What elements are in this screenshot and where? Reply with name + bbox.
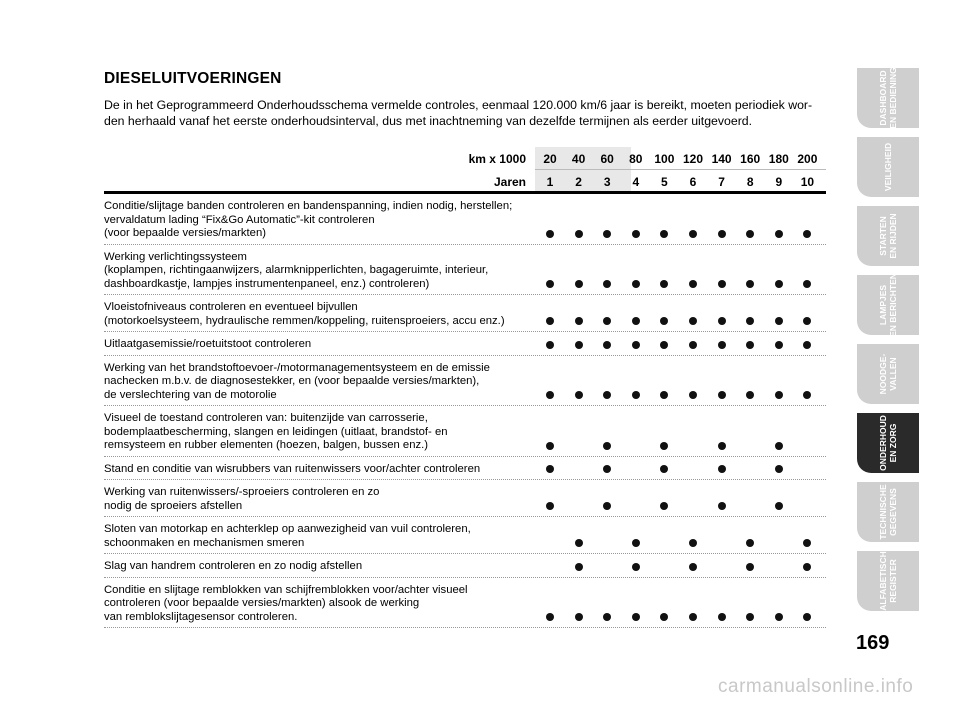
check-mark	[546, 341, 554, 349]
row-description: Werking van het brandstoftoevoer-/motormanagementsysteem en de emissie nachecken m.b.v. de diagnosestekker, en (voor bepaalde versies/markten), de verslechtering van de motorolie	[104, 361, 490, 401]
check-mark	[603, 280, 611, 288]
page-number: 169	[856, 632, 890, 654]
check-mark	[603, 230, 611, 238]
check-mark	[575, 230, 583, 238]
table-row	[104, 578, 826, 629]
check-mark	[546, 230, 554, 238]
check-mark	[660, 613, 668, 621]
km-col-7: 160	[740, 152, 761, 166]
year-col-0: 1	[546, 175, 554, 189]
tab-1[interactable]	[857, 137, 919, 197]
tab-label: STARTEN EN RIJDEN	[878, 213, 898, 259]
check-mark	[632, 613, 640, 621]
check-mark	[660, 442, 668, 450]
check-mark	[746, 563, 754, 571]
tab-6[interactable]	[857, 482, 919, 542]
check-mark	[803, 539, 811, 547]
check-mark	[546, 502, 554, 510]
tab-label: VEILIGHEID	[883, 142, 893, 192]
check-mark	[689, 317, 697, 325]
check-mark	[718, 341, 726, 349]
check-mark	[603, 442, 611, 450]
check-mark	[575, 280, 583, 288]
check-mark	[746, 613, 754, 621]
check-mark	[546, 317, 554, 325]
check-mark	[660, 341, 668, 349]
check-mark	[603, 317, 611, 325]
row-description: Uitlaatgasemissie/roetuitstoot controleren	[104, 338, 312, 350]
row-description: Vloeistofniveaus controleren en eventueel bijvullen (motorkoelsysteem, hydraulische remmen/koppeling, ruitensproeiers, accu enz.)	[104, 301, 505, 327]
table-row	[104, 356, 826, 407]
tab-4[interactable]	[857, 344, 919, 404]
check-mark	[632, 341, 640, 349]
check-mark	[660, 280, 668, 288]
year-col-9: 10	[800, 175, 815, 189]
check-mark	[746, 230, 754, 238]
check-mark	[775, 230, 783, 238]
check-mark	[575, 341, 583, 349]
watermark: carmanualsonline.info	[718, 676, 914, 697]
year-col-6: 7	[718, 175, 725, 189]
table-row	[104, 517, 826, 554]
table-row	[104, 245, 826, 296]
tab-label: LAMPJES EN BERICHTEN	[878, 273, 898, 337]
check-mark	[660, 317, 668, 325]
row-description: Conditie/slijtage banden controleren en bandenspanning, indien nodig, herstellen; vervaldatum lading “Fix&Go Automatic”-kit controleren (voor bepaalde versies/markten)	[104, 200, 513, 239]
table-row	[104, 554, 826, 578]
check-mark	[746, 391, 754, 399]
check-mark	[546, 391, 554, 399]
check-mark	[575, 563, 583, 571]
check-mark	[689, 613, 697, 621]
tab-3[interactable]	[857, 275, 919, 335]
check-mark	[575, 539, 583, 547]
row-description: Conditie en slijtage remblokken van schijfremblokken voor/achter visueel controleren (voor bepaalde versies/markten) alsook de werking van remblokslijtagesensor controleren.	[104, 583, 468, 623]
check-mark	[689, 230, 697, 238]
check-mark	[546, 280, 554, 288]
check-mark	[775, 317, 783, 325]
tab-label: ONDERHOUD EN ZORG	[878, 415, 898, 471]
check-mark	[632, 230, 640, 238]
check-mark	[689, 280, 697, 288]
tab-label: ALFABETISCH REGISTER	[878, 551, 898, 611]
check-mark	[575, 613, 583, 621]
check-mark	[689, 539, 697, 547]
check-mark	[632, 317, 640, 325]
tab-label: NOODGE- VALLEN	[878, 353, 898, 395]
check-mark	[775, 502, 783, 510]
check-mark	[632, 280, 640, 288]
check-mark	[603, 391, 611, 399]
check-mark	[689, 563, 697, 571]
check-mark	[660, 230, 668, 238]
intro-paragraph: De in het Geprogrammeerd Onderhoudsschema vermelde controles, eenmaal 120.000 km/6 jaar is bereikt, moeten periodiek wor-den herhaald vanaf het eerste onderhoudsinterval, dus met inachtneming van dezelfde termijnen als eerder uitgevoerd.	[104, 98, 813, 128]
table-row	[104, 295, 826, 332]
year-col-1: 2	[575, 175, 582, 189]
year-col-5: 6	[689, 175, 697, 189]
check-mark	[803, 280, 811, 288]
check-mark	[775, 391, 783, 399]
tab-0[interactable]	[857, 68, 919, 128]
check-mark	[803, 613, 811, 621]
table-body	[104, 194, 826, 628]
check-mark	[603, 613, 611, 621]
check-mark	[689, 391, 697, 399]
maintenance-table	[104, 147, 826, 628]
check-mark	[803, 391, 811, 399]
check-mark	[775, 613, 783, 621]
check-mark	[746, 280, 754, 288]
tab-label: TECHNISCHE GEGEVENS	[878, 484, 898, 540]
year-col-7: 8	[746, 175, 754, 189]
tab-5[interactable]	[857, 413, 919, 473]
check-mark	[775, 341, 783, 349]
tab-2[interactable]	[857, 206, 919, 266]
row-description: Sloten van motorkap en achterklep op aanwezigheid van vuil controleren, schoonmaken en mechanismen smeren	[104, 523, 471, 549]
check-mark	[746, 341, 754, 349]
km-col-8: 180	[768, 152, 789, 166]
check-mark	[660, 391, 668, 399]
check-mark	[603, 502, 611, 510]
table-row	[104, 194, 826, 245]
km-col-6: 140	[711, 152, 732, 166]
check-mark	[746, 539, 754, 547]
table-row	[104, 457, 826, 481]
row-description: Werking van ruitenwissers/-sproeiers controleren en zo nodig de sproeiers afstellen	[104, 486, 380, 512]
check-mark	[803, 341, 811, 349]
check-mark	[632, 563, 640, 571]
header-separator	[535, 169, 826, 170]
check-mark	[718, 502, 726, 510]
check-mark	[603, 465, 611, 473]
km-col-0: 20	[543, 152, 557, 166]
km-col-3: 80	[629, 152, 643, 166]
km-col-9: 200	[797, 152, 818, 166]
check-mark	[775, 280, 783, 288]
check-mark	[803, 563, 811, 571]
tab-7[interactable]	[857, 551, 919, 611]
check-mark	[803, 317, 811, 325]
section-title: DIESELUITVOERINGEN	[104, 70, 282, 87]
check-mark	[718, 280, 726, 288]
year-col-4: 5	[661, 175, 668, 189]
table-header	[104, 147, 826, 191]
row-description: Visueel de toestand controleren van: buitenzijde van carrosserie, bodemplaatbescherming, slangen en leidingen (uitlaat, brandstof- en remsysteem en rubber elementen (hoezen, balgen, bussen enz.)	[104, 412, 448, 451]
check-mark	[660, 465, 668, 473]
check-mark	[718, 391, 726, 399]
check-mark	[803, 230, 811, 238]
check-mark	[689, 341, 697, 349]
km-col-1: 40	[571, 152, 586, 166]
check-mark	[575, 317, 583, 325]
km-label: km x 1000	[468, 152, 526, 166]
check-mark	[718, 230, 726, 238]
check-mark	[546, 442, 554, 450]
year-col-3: 4	[632, 175, 640, 189]
check-mark	[718, 317, 726, 325]
km-col-5: 120	[682, 152, 704, 166]
check-mark	[546, 613, 554, 621]
km-col-2: 60	[600, 152, 614, 166]
check-mark	[718, 465, 726, 473]
check-mark	[718, 442, 726, 450]
check-mark	[632, 391, 640, 399]
row-description: Slag van handrem controleren en zo nodig afstellen	[104, 560, 363, 572]
row-description: Werking verlichtingssysteem (koplampen, richtingaanwijzers, alarmknipperlichten, bagageruimte, interieur, dashboardkastje, lampjes instrumentenpaneel, enz.) controleren)	[104, 250, 489, 290]
check-mark	[632, 539, 640, 547]
check-mark	[546, 465, 554, 473]
row-description: Stand en conditie van wisrubbers van ruitenwissers voor/achter controleren	[104, 462, 481, 475]
table-row	[104, 480, 826, 517]
check-mark	[660, 502, 668, 510]
check-mark	[603, 341, 611, 349]
years-label: Jaren	[493, 175, 526, 189]
check-mark	[775, 465, 783, 473]
table-row	[104, 406, 826, 457]
check-mark	[775, 442, 783, 450]
table-row	[104, 332, 826, 356]
check-mark	[718, 613, 726, 621]
check-mark	[746, 317, 754, 325]
km-col-4: 100	[654, 152, 675, 166]
tab-label: DASHBOARD EN BEDIENING	[878, 67, 898, 129]
check-mark	[575, 391, 583, 399]
year-col-2: 3	[603, 175, 611, 189]
year-col-8: 9	[775, 175, 783, 189]
